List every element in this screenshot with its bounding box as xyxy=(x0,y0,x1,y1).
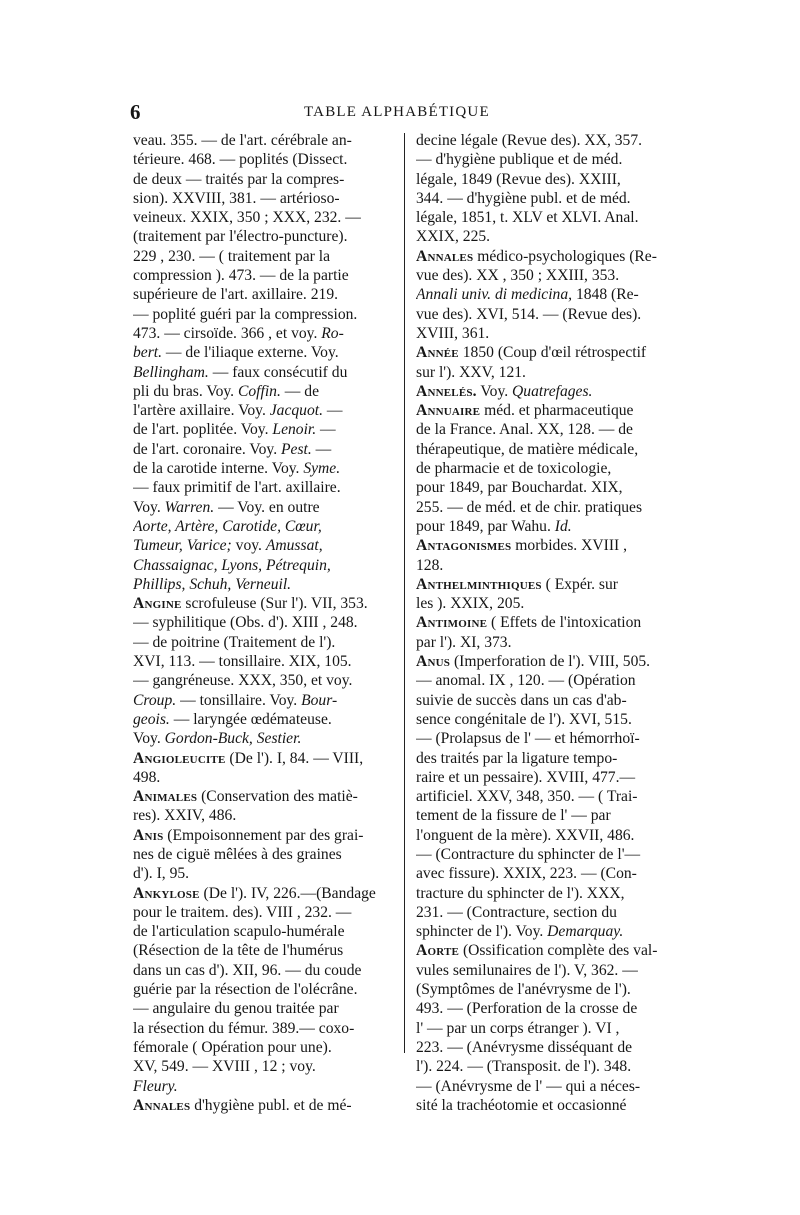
index-text-line xyxy=(416,671,678,690)
index-text-line xyxy=(133,845,397,864)
index-text-line xyxy=(133,131,397,150)
entry-headword: Anus xyxy=(416,653,451,671)
index-text-line xyxy=(133,420,397,439)
entry-text: 498. xyxy=(133,768,161,786)
entry-text: — gangréneuse. XXX, 350, et voy. xyxy=(133,672,353,690)
index-text-line xyxy=(416,594,678,613)
entry-text: veau. 355. — de l'art. cérébrale an- xyxy=(133,132,352,149)
index-text-line xyxy=(133,401,397,420)
entry-text: l'artère axillaire. Voy. xyxy=(133,402,270,420)
index-text-line xyxy=(416,1096,678,1115)
index-text-line xyxy=(416,787,678,806)
entry-headword: Année xyxy=(416,344,459,362)
index-entry-line xyxy=(416,575,678,594)
entry-text: la résection du fémur. 389.— coxo- xyxy=(133,1019,355,1037)
entry-text: 231. — (Contracture, section du xyxy=(416,903,617,921)
index-text-line xyxy=(133,768,397,787)
entry-text: les ). XXIX, 205. xyxy=(416,595,525,613)
entry-text: Voy. xyxy=(133,498,165,516)
entry-text: des traités par la ligature tempo- xyxy=(416,749,618,767)
index-text-line xyxy=(133,691,397,710)
index-text-line xyxy=(133,710,397,729)
entry-text: sité la trachéotomie et occasionné xyxy=(416,1096,627,1114)
entry-text: — faux consécutif du xyxy=(208,363,348,381)
entry-headword: Animales xyxy=(133,788,198,806)
entry-text: légale, 1849 (Revue des). XXIII, xyxy=(416,170,621,188)
entry-text: l'). 224. — (Transposit. de l'). 348. xyxy=(416,1058,632,1076)
index-text-line xyxy=(416,440,678,459)
index-text-line xyxy=(416,363,678,382)
entry-headword: Anis xyxy=(133,826,164,844)
entry-text: scrofuleuse (Sur l'). VII, 353. xyxy=(181,595,368,613)
entry-text: (Empoisonnement par des grai- xyxy=(163,826,364,844)
index-text-line xyxy=(133,517,397,536)
entry-headword: Annales xyxy=(416,247,474,265)
entry-text: d'hygiène publ. et de mé- xyxy=(190,1096,352,1114)
index-entry-line xyxy=(133,594,397,613)
running-title: TABLE ALPHABÉTIQUE xyxy=(304,104,490,120)
entry-text: (Ossification complète des val- xyxy=(459,942,658,960)
index-text-line xyxy=(416,459,678,478)
index-text-line xyxy=(416,1057,678,1076)
index-text-line xyxy=(133,941,397,960)
entry-text: 128. xyxy=(416,556,444,574)
entry-text: (Résection de la tête de l'humérus xyxy=(133,942,344,960)
entry-text: 493. — (Perforation de la crosse de xyxy=(416,1000,638,1018)
index-text-line xyxy=(133,498,397,517)
index-text-line xyxy=(416,498,678,517)
index-text-line xyxy=(133,729,397,748)
index-text-line xyxy=(416,208,678,227)
index-text-line xyxy=(416,1077,678,1096)
index-entry-line xyxy=(133,1096,397,1115)
entry-text: vules semilunaires de l'). V, 362. — xyxy=(416,961,638,979)
index-entry-line xyxy=(416,247,678,266)
index-text-line xyxy=(133,922,397,941)
entry-text: morbides. XVIII , xyxy=(511,537,628,555)
index-text-line xyxy=(416,556,678,575)
entry-text: — tonsillaire. Voy. xyxy=(176,691,302,709)
index-text-line xyxy=(416,420,678,439)
cross-reference: Tumeur, Varice; xyxy=(133,537,232,555)
entry-text: sion). XXVIII, 381. — artérioso- xyxy=(133,189,340,207)
entry-text: 1850 (Coup d'œil rétrospectif xyxy=(458,344,647,362)
index-text-line xyxy=(133,227,397,246)
index-text-line xyxy=(416,710,678,729)
cross-reference: Gordon-Buck, Sestier. xyxy=(164,730,302,748)
entry-text: — syphilitique (Obs. d'). XIII , 248. xyxy=(133,614,358,632)
entry-text: méd. et pharmaceutique xyxy=(480,402,634,420)
entry-text: artificiel. XXV, 348, 350. — ( Trai- xyxy=(416,788,638,806)
entry-text: sence congénitale de l'). XVI, 515. xyxy=(416,710,632,728)
index-text-line xyxy=(416,170,678,189)
entry-text: vue des). XVI, 514. — (Revue des). xyxy=(416,305,642,323)
index-text-line xyxy=(133,864,397,883)
entry-text: (traitement par l'électro-puncture). xyxy=(133,228,348,246)
index-text-line xyxy=(416,305,678,324)
index-text-line xyxy=(133,247,397,266)
index-text-line xyxy=(416,285,678,304)
cross-reference: Chassaignac, Lyons, Pétrequin, xyxy=(133,556,331,574)
entry-text: de la France. Anal. XX, 128. — de xyxy=(416,421,633,439)
index-text-line xyxy=(133,382,397,401)
entry-headword: Aorte xyxy=(416,942,460,960)
cross-reference: Bour- xyxy=(301,691,338,709)
entry-text: Voy. xyxy=(476,382,513,400)
entry-text: térieure. 468. — poplités (Dissect. xyxy=(133,151,348,169)
entry-text: supérieure de l'art. axillaire. 219. xyxy=(133,286,339,304)
cross-reference: Demarquay. xyxy=(547,923,624,941)
entry-text: sphincter de l'). Voy. xyxy=(416,923,548,941)
cross-reference: Aorte, Artère, Carotide, Cœur, xyxy=(133,517,322,535)
index-entry-line xyxy=(416,941,678,960)
cross-reference: Bellingham. xyxy=(133,363,209,381)
cross-reference: Lenoir. xyxy=(272,421,317,439)
entry-text: — (Prolapsus de l' — et hémorrhoï- xyxy=(416,730,640,748)
index-text-line xyxy=(416,768,678,787)
index-entry-line xyxy=(416,652,678,671)
index-text-line xyxy=(416,691,678,710)
entry-text: fémorale ( Opération pour une). xyxy=(133,1038,332,1056)
entry-headword: Angine xyxy=(133,595,182,613)
entry-text: dans un cas d'). XII, 96. — du coude xyxy=(133,961,362,979)
index-text-line xyxy=(133,189,397,208)
entry-text: de deux — traités par la compres- xyxy=(133,170,345,188)
entry-text: — de poitrine (Traitement de l'). xyxy=(133,633,336,651)
entry-text: — laryngée œdémateuse. xyxy=(169,710,332,728)
entry-text: compression ). 473. — de la partie xyxy=(133,267,349,285)
index-text-line xyxy=(416,150,678,169)
entry-text: pour 1849, par Bouchardat. XIX, xyxy=(416,479,623,497)
index-entry-line xyxy=(133,884,397,903)
index-entry-line xyxy=(133,749,397,768)
index-text-line xyxy=(133,266,397,285)
entry-text: de l'art. coronaire. Voy. xyxy=(133,440,282,458)
index-text-line xyxy=(133,285,397,304)
entry-headword: Anthelminthiques xyxy=(416,575,542,593)
index-text-line xyxy=(133,903,397,922)
entry-headword: Annuaire xyxy=(416,402,481,420)
entry-text: — angulaire du genou traitée par xyxy=(133,1000,339,1018)
index-text-line xyxy=(416,227,678,246)
entry-text: (Symptômes de l'anévrysme de l'). xyxy=(416,981,631,999)
index-text-line xyxy=(416,1038,678,1057)
index-text-line xyxy=(416,864,678,883)
index-text-line xyxy=(133,806,397,825)
entry-text: Voy. xyxy=(133,730,165,748)
index-text-line xyxy=(416,729,678,748)
index-text-line xyxy=(133,459,397,478)
entry-text: 229 , 230. — ( traitement par la xyxy=(133,247,331,265)
entry-headword: Ankylose xyxy=(133,884,200,902)
entry-text: 223. — (Anévrysme disséquant de xyxy=(416,1038,633,1056)
entry-text: (De l'). IV, 226.—(Bandage xyxy=(199,884,376,902)
entry-text: l' — par un corps étranger ). VI , xyxy=(416,1019,620,1037)
index-entry-line xyxy=(416,613,678,632)
entry-text: XXIX, 225. xyxy=(416,228,491,246)
entry-text: — de xyxy=(280,382,319,400)
index-text-line xyxy=(416,324,678,343)
right-column xyxy=(416,131,678,1115)
cross-reference: Annali univ. di medicina, xyxy=(416,286,573,304)
index-entry-line xyxy=(416,401,678,420)
index-text-line xyxy=(133,575,397,594)
index-text-line xyxy=(133,1038,397,1057)
cross-reference: Phillips, Schuh, Verneuil. xyxy=(133,575,292,593)
index-text-line xyxy=(416,478,678,497)
index-text-line xyxy=(133,652,397,671)
index-text-line xyxy=(133,363,397,382)
index-text-line xyxy=(133,613,397,632)
entry-text: XVI, 113. — tonsillaire. XIX, 105. xyxy=(133,653,352,671)
entry-text: veineux. XXIX, 350 ; XXX, 232. — xyxy=(133,209,361,227)
cross-reference: Syme. xyxy=(303,460,341,478)
entry-text: — Voy. en outre xyxy=(214,498,320,516)
left-column xyxy=(133,131,397,1115)
entry-text: res). XXIV, 486. xyxy=(133,807,237,825)
index-entry-line xyxy=(416,536,678,555)
entry-text: (Conservation des matiè- xyxy=(197,788,358,806)
index-text-line xyxy=(133,208,397,227)
entry-headword: Antimoine xyxy=(416,614,488,632)
cross-reference: Warren. xyxy=(164,498,215,516)
index-text-line xyxy=(133,1019,397,1038)
index-text-line xyxy=(133,999,397,1018)
entry-text: sur l'). XXV, 121. xyxy=(416,363,526,381)
index-text-line xyxy=(133,305,397,324)
entry-text: de l'art. poplitée. Voy. xyxy=(133,421,273,439)
index-entry-line xyxy=(133,826,397,845)
cross-reference: Coffin. xyxy=(237,382,281,400)
index-text-line xyxy=(133,1077,397,1096)
entry-text: thérapeutique, de matière médicale, xyxy=(416,440,639,458)
entry-text: légale, 1851, t. XLV et XLVI. Anal. xyxy=(416,209,639,227)
cross-reference: Fleury. xyxy=(133,1077,178,1095)
index-text-line xyxy=(416,903,678,922)
index-text-line xyxy=(416,999,678,1018)
entry-text: l'onguent de la mère). XXVII, 486. xyxy=(416,826,635,844)
cross-reference: Croup. xyxy=(133,691,177,709)
entry-headword: Antagonismes xyxy=(416,537,512,555)
entry-text: pli du bras. Voy. xyxy=(133,382,238,400)
cross-reference: Quatrefages. xyxy=(512,382,593,400)
entry-text: guérie par la résection de l'olécrâne. xyxy=(133,981,358,999)
entry-text: — xyxy=(323,402,343,420)
page-number: 6 xyxy=(130,100,141,124)
cross-reference: Jacquot. xyxy=(269,402,324,420)
entry-text: pour le traitem. des). VIII , 232. — xyxy=(133,903,352,921)
entry-text: XV, 549. — XVIII , 12 ; voy. xyxy=(133,1058,316,1076)
entry-text: — xyxy=(311,440,332,458)
entry-text: 473. — cirsoïde. 366 , et voy. xyxy=(133,324,322,342)
index-text-line xyxy=(133,440,397,459)
index-text-line xyxy=(416,806,678,825)
index-text-line xyxy=(416,633,678,652)
index-text-line xyxy=(133,556,397,575)
index-text-line xyxy=(416,922,678,941)
index-text-line xyxy=(133,343,397,362)
index-entry-line xyxy=(416,343,678,362)
entry-text: de pharmacie et de toxicologie, xyxy=(416,460,612,478)
entry-text: 344. — d'hygiène publ. et de méd. xyxy=(416,189,631,207)
entry-text: — anomal. IX , 120. — (Opération xyxy=(416,672,636,690)
index-text-line xyxy=(133,150,397,169)
entry-text: suivie de succès dans un cas d'ab- xyxy=(416,691,627,709)
entry-text: vue des). XX , 350 ; XXIII, 353. xyxy=(416,267,620,285)
entry-text: — poplité guéri par la compression. xyxy=(133,305,358,323)
index-text-line xyxy=(133,961,397,980)
entry-text: par l'). XI, 373. xyxy=(416,633,512,651)
entry-text: 1848 (Re- xyxy=(572,286,639,304)
cross-reference: bert. xyxy=(133,344,163,362)
entry-text: de l'articulation scapulo-humérale xyxy=(133,923,345,941)
entry-text: voy. xyxy=(231,537,266,555)
index-text-line xyxy=(133,324,397,343)
index-text-line xyxy=(416,961,678,980)
index-text-line xyxy=(416,517,678,536)
index-text-line xyxy=(416,749,678,768)
index-text-line xyxy=(133,478,397,497)
entry-text: 255. — de méd. et de chir. pratiques xyxy=(416,498,643,516)
index-text-line xyxy=(416,189,678,208)
index-text-line xyxy=(416,826,678,845)
index-text-line xyxy=(416,845,678,864)
entry-text: pour 1849, par Wahu. xyxy=(416,517,555,535)
cross-reference: Pest. xyxy=(281,440,312,458)
entry-text: ( Expér. sur xyxy=(541,575,618,593)
entry-text: — (Contracture du sphincter de l'— xyxy=(416,845,641,863)
cross-reference: Ro- xyxy=(321,324,344,342)
entry-text: nes de ciguë mêlées à des graines xyxy=(133,845,342,863)
index-text-line xyxy=(133,980,397,999)
cross-reference: Id. xyxy=(554,517,572,535)
entry-text: (De l'). I, 84. — VIII, xyxy=(225,749,364,767)
index-entry-line xyxy=(133,787,397,806)
index-text-line xyxy=(133,536,397,555)
index-text-line xyxy=(133,633,397,652)
entry-text: (Imperforation de l'). VIII, 505. xyxy=(450,653,651,671)
entry-text: — de l'iliaque externe. Voy. xyxy=(162,344,339,362)
cross-reference: Amussat, xyxy=(265,537,323,555)
entry-text: decine légale (Revue des). XX, 357. xyxy=(416,132,643,149)
entry-text: — d'hygiène publique et de méd. xyxy=(416,151,623,169)
entry-headword: Annales xyxy=(133,1096,191,1114)
entry-headword: Angioleucite xyxy=(133,749,226,767)
index-text-line xyxy=(133,671,397,690)
entry-text: — faux primitif de l'art. axillaire. xyxy=(133,479,341,497)
entry-text: — xyxy=(316,421,336,439)
entry-text: d'). I, 95. xyxy=(133,865,190,883)
entry-text: raire et un pessaire). XVIII, 477.— xyxy=(416,768,636,786)
index-entry-line xyxy=(416,382,678,401)
column-divider xyxy=(404,133,405,1053)
index-text-line xyxy=(416,266,678,285)
index-text-line xyxy=(416,980,678,999)
entry-text: de la carotide interne. Voy. xyxy=(133,460,304,478)
entry-text: XVIII, 361. xyxy=(416,324,490,342)
cross-reference: geois. xyxy=(133,710,170,728)
entry-text: ( Effets de l'intoxication xyxy=(487,614,642,632)
entry-headword: Annelés. xyxy=(416,382,477,400)
index-text-line xyxy=(416,884,678,903)
entry-text: — (Anévrysme de l' — qui a néces- xyxy=(416,1077,641,1095)
index-text-line xyxy=(133,170,397,189)
index-text-line xyxy=(133,1057,397,1076)
entry-text: avec fissure). XXIX, 223. — (Con- xyxy=(416,865,637,883)
entry-text: médico-psychologiques (Re- xyxy=(473,247,657,265)
index-text-line xyxy=(416,1019,678,1038)
entry-text: tracture du sphincter de l'). XXX, xyxy=(416,884,625,902)
index-text-line xyxy=(416,131,678,150)
entry-text: tement de la fissure de l' — par xyxy=(416,807,611,825)
